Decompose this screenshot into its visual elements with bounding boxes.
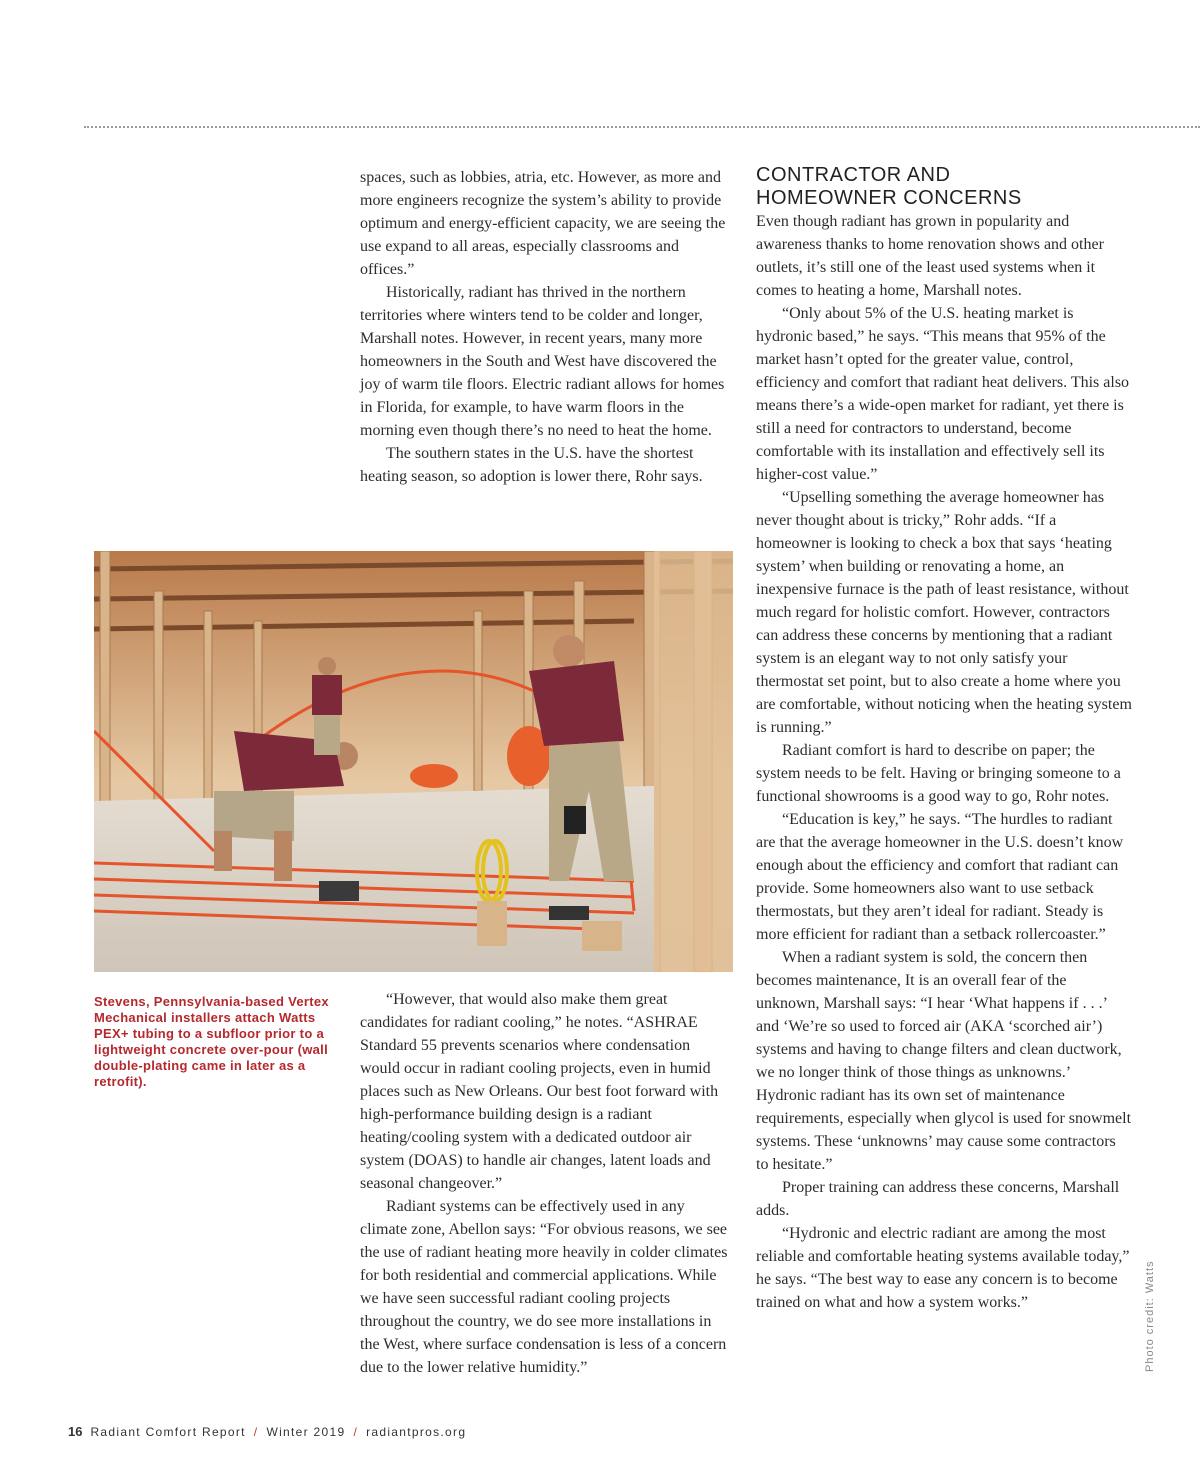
website-link[interactable]: radiantpros.org [366, 1425, 467, 1439]
paragraph: “Upselling something the average homeowner has never thought about is tricky,” Rohr adds. “If a homeowner is looking to check a box that says ‘heating system’ when building or renovating a home, an inexpensive furnace is the path of least resistance, without much regard for holistic comfort. However, contractors can address these concerns by mentioning that a radiant system is an elegant way to not only satisfy your thermostat set point, but to also create a home where you are comfortable, without noticing when the heating system is running.” [756, 489, 1132, 736]
installers-photo [94, 551, 733, 972]
page-number: 16 [68, 1424, 83, 1439]
paragraph: “Only about 5% of the U.S. heating market is hydronic based,” he says. “This means that 95% of the market hasn’t opted for the greater value, control, efficiency and comfort that radiant heat delivers. This also means there’s a wide-open market for radiant, yet there is still a need for contractors to understand, become comfortable with its installation and effectively sell its higher-cost value.” [756, 305, 1130, 483]
paragraph: “Hydronic and electric radiant are among the most reliable and comfortable heating systems available today,” he says. “The best way to ease any concern is to become trained on what and how a system works.” [756, 1225, 1130, 1311]
paragraph: spaces, such as lobbies, atria, etc. However, as more and more engineers recognize the system’s ability to provide optimum and energy-efficient capacity, we are seeing the use expand to all areas, especially classrooms and offices.” [360, 169, 726, 278]
photo-credit: Photo credit: Watts [1144, 1260, 1156, 1372]
publication-name: Radiant Comfort Report [90, 1425, 246, 1439]
paragraph: Radiant systems can be effectively used in any climate zone, Abellon says: “For obvious reasons, we see the use of radiant heating more heavily in colder climates for both residential and commercial applications. While we have seen successful radiant cooling projects throughout the country, we do see more installations in the West, where surface condensation is less of a concern due to the lower relative humidity.” [360, 1198, 728, 1376]
article-column-left-bottom [360, 988, 734, 1379]
section-heading [756, 164, 1132, 210]
issue-date: Winter 2019 [266, 1425, 346, 1439]
photo-caption: Stevens, Pennsylvania-based Vertex Mechanical installers attach Watts PEX+ tubing to a subfloor prior to a lightweight concrete over-pour (wall double-plating came in later as a retrofit). [94, 994, 329, 1089]
paragraph: Historically, radiant has thrived in the northern territories where winters tend to be colder and longer, Marshall notes. However, in recent years, many more homeowners in the South and West have discovered the joy of warm tile floors. Electric radiant allows for homes in Florida, for example, to have warm floors in the morning even though there’s no need to heat the home. [360, 284, 725, 439]
paragraph: “However, that would also make them great candidates for radiant cooling,” he notes. “ASHRAE Standard 55 prevents scenarios where condensation would occur in radiant cooling projects, even in humid places such as New Orleans. Our best foot forward with high-performance building design is a radiant heating/cooling system with a dedicated outdoor air system (DOAS) to handle air changes, latent loads and seasonal changeover.” [360, 991, 719, 1192]
footer-separator: / [253, 1425, 259, 1439]
paragraph: Proper training can address these concerns, Marshall adds. [756, 1179, 1120, 1219]
paragraph: Radiant comfort is hard to describe on paper; the system needs to be felt. Having or bringing someone to a functional showrooms is a good way to go, Rohr notes. [756, 742, 1121, 805]
section-heading-line-2: HOMEOWNER CONCERNS [756, 187, 1022, 209]
article-column-right [756, 164, 1132, 1314]
article-column-left-top [360, 166, 732, 488]
paragraph: The southern states in the U.S. have the shortest heating season, so adoption is lower there, Rohr says. [360, 445, 703, 485]
footer-separator: / [353, 1425, 359, 1439]
paragraph: “Education is key,” he says. “The hurdles to radiant are that the average homeowner in the U.S. doesn’t know enough about the efficiency and comfort that radiant can provide. Some homeowners also want to use setback thermostats, but they aren’t ideal for radiant. Steady is more efficient for radiant than a setback rollercoaster.” [756, 811, 1124, 943]
section-heading-line-1: CONTRACTOR AND [756, 164, 951, 186]
paragraph: When a radiant system is sold, the concern then becomes maintenance, It is an overall fear of the unknown, Marshall says: “I hear ‘What happens if . . .’ and ‘We’re so used to forced air (AKA ‘scorched air’) systems and having to change filters and clean ductwork, we no longer think of those things as unknowns.’ Hydronic radiant has its own set of maintenance requirements, especially when glycol is used for snowmelt systems. These ‘unknowns’ may cause some contractors to hesitate.” [756, 949, 1132, 1173]
paragraph: Even though radiant has grown in popularity and awareness thanks to home renovation shows and other outlets, it’s still one of the least used systems when it comes to heating a home, Marshall notes. [756, 213, 1104, 299]
top-dotted-rule [84, 126, 1200, 128]
page-footer [68, 1424, 466, 1439]
